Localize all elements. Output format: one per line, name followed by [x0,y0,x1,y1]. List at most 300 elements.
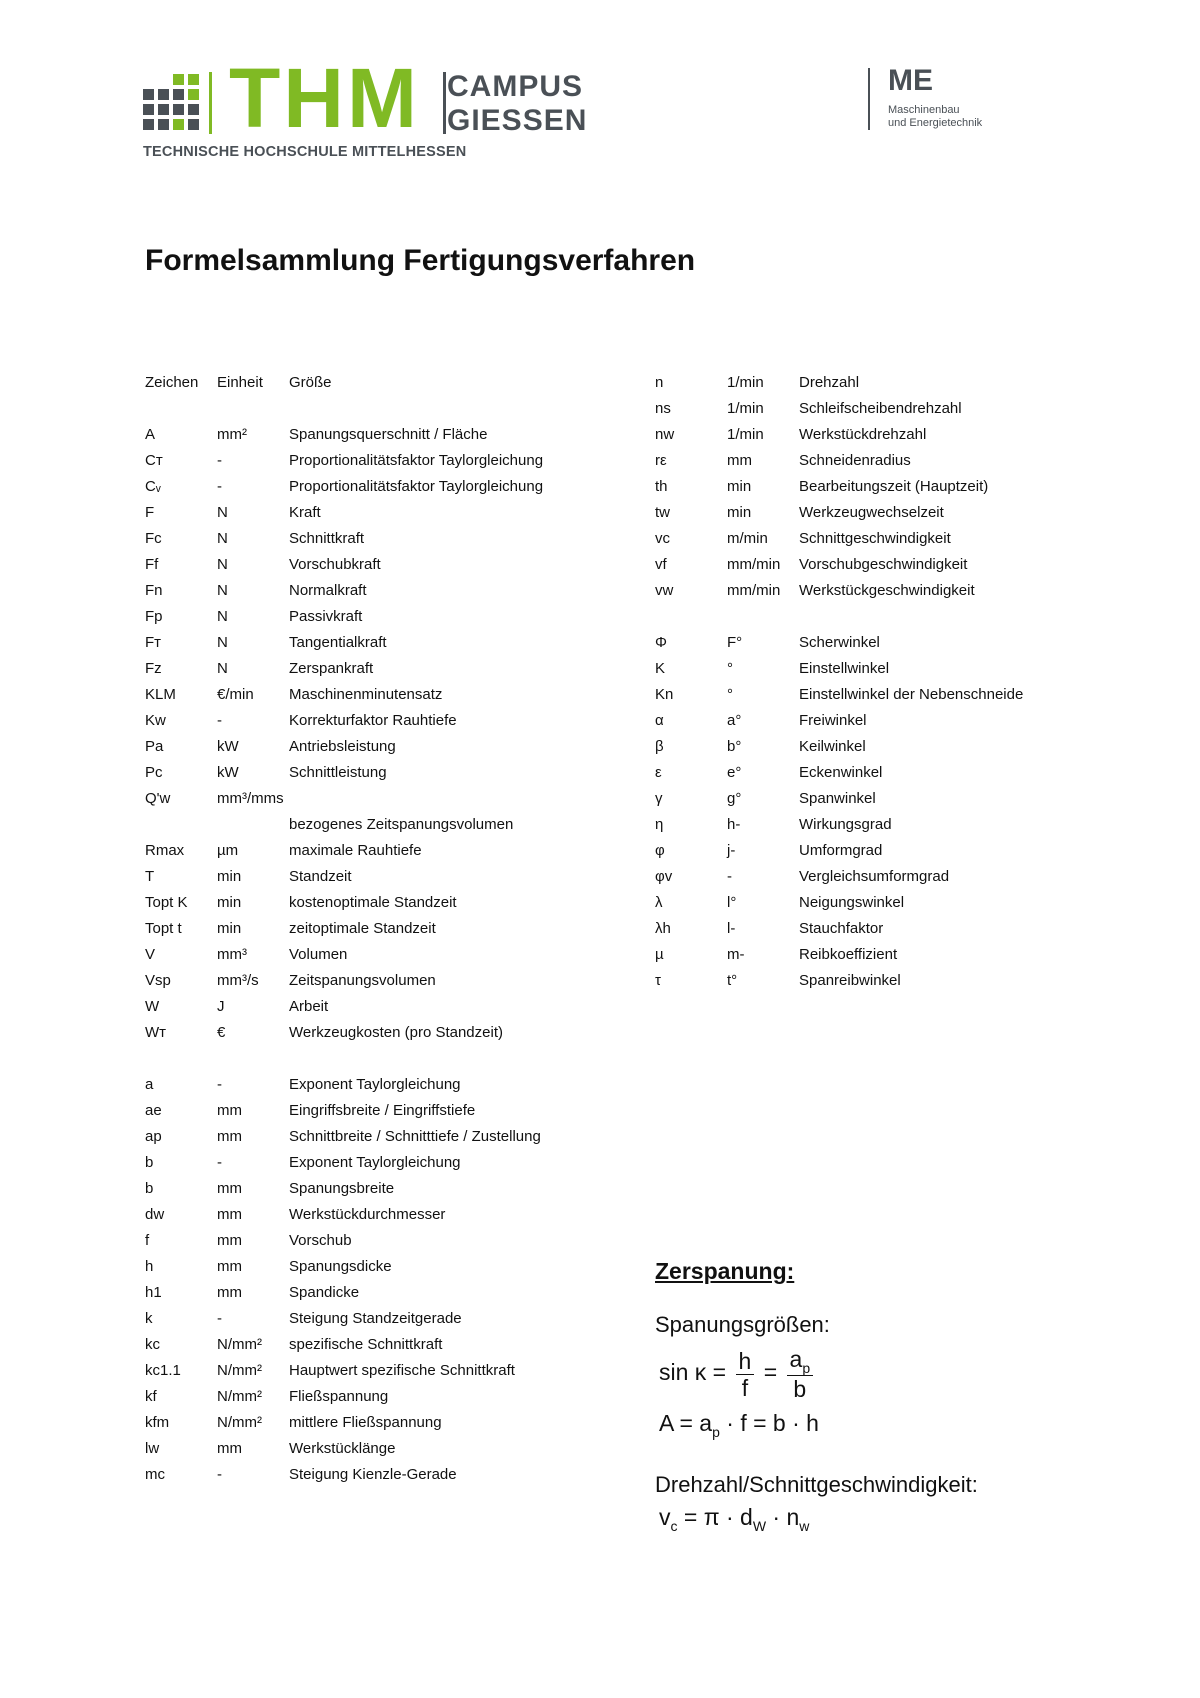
table-row [145,370,625,396]
cell-quantity: Vorschub [289,1232,352,1249]
cell-unit: ° [727,686,733,703]
cell-symbol: λ [655,894,663,911]
table-row [145,942,625,968]
cell-symbol: ae [145,1102,162,1119]
table-row [655,630,1135,656]
fraction-denominator: b [793,1376,807,1402]
logo-dot [188,89,199,100]
logo-divider [443,72,446,134]
cell-quantity: Werkstückdurchmesser [289,1206,446,1223]
table-row [145,994,625,1020]
cell-unit: N [217,660,228,677]
cell-unit: l° [727,894,737,911]
table-row [655,682,1135,708]
cell-quantity: Schnittgeschwindigkeit [799,530,951,547]
cell-unit: - [217,1466,222,1483]
logo-divider [209,72,212,134]
subscript-p: p [712,1424,720,1440]
table-row [145,552,625,578]
table-row [145,1306,625,1332]
cell-symbol: Fn [145,582,163,599]
formula-part: · f = b · h [719,1410,819,1436]
cell-symbol: Κ [655,660,666,677]
table-row [655,370,1135,396]
logo-dot [158,104,169,115]
table-row [655,916,1135,942]
table-row [655,812,1135,838]
fraction-denominator: f [741,1374,749,1401]
table-row [145,500,625,526]
cell-unit: - [217,478,222,495]
table-row [145,526,625,552]
table-row [655,526,1135,552]
cell-quantity: bezogenes Zeitspanungsvolumen [289,816,514,833]
cell-quantity: Normalkraft [289,582,367,599]
cell-symbol: Q'w [145,790,171,807]
cell-quantity: maximale Rauhtiefe [289,842,422,859]
table-row [145,1020,625,1046]
cell-symbol: Kw [145,712,166,729]
cell-quantity: Schnittbreite / Schnitttiefe / Zustellung [289,1128,541,1145]
cell-unit: mm [217,1232,242,1249]
cell-quantity: Scherwinkel [799,634,880,651]
fraction-ap-over-b [787,1346,814,1402]
cell-quantity: Steigung Standzeitgerade [289,1310,462,1327]
cell-unit: mm³ [217,946,247,963]
cell-unit: J [217,998,225,1015]
cell-unit: N [217,582,228,599]
cell-symbol: Φ [655,634,667,651]
cell-unit: mm [217,1440,242,1457]
cell-unit: min [727,504,752,521]
cell-unit: h- [727,816,741,833]
logo-dot [143,104,154,115]
cell-unit: mm/min [727,582,781,599]
cell-unit: N [217,504,228,521]
table-row [145,838,625,864]
table-row [145,1410,625,1436]
cell-quantity: Eingriffsbreite / Eingriffstiefe [289,1102,476,1119]
me-logo [868,64,1048,138]
cell-symbol: a [145,1076,154,1093]
cell-symbol: Wт [145,1024,167,1041]
cell-unit: N [217,556,228,573]
cell-quantity: Exponent Taylorgleichung [289,1154,461,1171]
table-row [145,422,625,448]
cell-symbol: A [145,426,156,443]
table-row [145,890,625,916]
subscript-c: c [670,1518,678,1534]
me-line-1: Maschinenbau [888,104,960,116]
cell-symbol: kfm [145,1414,170,1431]
table-row [145,1436,625,1462]
cell-quantity: Werkstückdrehzahl [799,426,927,443]
cell-symbol: KLM [145,686,176,703]
logo-dot [173,89,184,100]
cell-quantity: Einstellwinkel [799,660,890,677]
cell-unit: m/min [727,530,768,547]
formula-cutting-speed [659,1504,810,1534]
table-row [655,422,1135,448]
cell-quantity: spezifische Schnittkraft [289,1336,443,1353]
cell-unit: mm [217,1180,242,1197]
cell-quantity: Drehzahl [799,374,860,391]
cell-unit: 1/min [727,374,764,391]
subscript-w: w [799,1518,810,1534]
cell-symbol: h [145,1258,154,1275]
table-row [145,786,625,812]
cell-unit: N/mm² [217,1414,262,1431]
logo-divider [868,68,870,130]
logo-dot [158,119,169,130]
table-row [145,656,625,682]
cell-unit: € [217,1024,226,1041]
cell-symbol: ns [655,400,671,417]
cell-quantity: Antriebsleistung [289,738,396,755]
cell-symbol: Fc [145,530,162,547]
cell-symbol: µ [655,946,664,963]
cell-quantity: Volumen [289,946,348,963]
cell-symbol: φv [655,868,673,885]
cell-unit: min [217,920,242,937]
cell-symbol: τ [655,972,661,989]
fraction-numerator: h [736,1348,755,1375]
cell-unit: N/mm² [217,1336,262,1353]
cell-symbol: mc [145,1466,165,1483]
formula-sin-kappa [659,1346,816,1402]
cell-quantity: Kraft [289,504,321,521]
table-row [655,760,1135,786]
cell-unit: mm [217,1258,242,1275]
campus-line-1: CAMPUS [447,70,584,103]
table-row [655,656,1135,682]
cell-quantity: zeitoptimale Standzeit [289,920,436,937]
table-row [145,1072,625,1098]
cell-unit: F° [727,634,743,651]
cell-symbol: vw [655,582,674,599]
cell-unit: kW [217,738,239,755]
cell-symbol: ap [145,1128,162,1145]
table-row [655,864,1135,890]
table-row [655,552,1135,578]
cell-quantity: Steigung Kienzle-Gerade [289,1466,457,1483]
cell-symbol: nw [655,426,675,443]
fraction-h-over-f [736,1348,755,1401]
cell-quantity: Neigungswinkel [799,894,905,911]
formula-lhs: sin κ = [659,1359,727,1386]
cell-symbol: kc [145,1336,160,1353]
cell-unit: ° [727,660,733,677]
table-row [655,500,1135,526]
cell-quantity: Wirkungsgrad [799,816,892,833]
cell-symbol: Zeichen [145,374,199,391]
cell-symbol: Fp [145,608,163,625]
fraction-numerator [787,1346,814,1376]
me-line-2: und Energietechnik [888,117,983,129]
cell-unit: mm² [217,426,247,443]
cell-unit: mm/min [727,556,781,573]
table-row [145,864,625,890]
cell-symbol: W [145,998,160,1015]
symbol-a: a [789,1346,803,1372]
cell-quantity: mittlere Fließspannung [289,1414,442,1431]
cell-unit: a° [727,712,742,729]
cell-quantity: Werkstückgeschwindigkeit [799,582,975,599]
page-title: Formelsammlung Fertigungsverfahren [145,244,696,277]
formula-part: · n [766,1504,800,1530]
cell-quantity: Vorschubgeschwindigkeit [799,556,968,573]
cell-symbol: h1 [145,1284,162,1301]
cell-symbol: n [655,374,664,391]
cell-quantity: Vergleichsumformgrad [799,868,950,885]
cell-symbol: kc1.1 [145,1362,181,1379]
cell-quantity: Werkzeugkosten (pro Standzeit) [289,1024,503,1041]
cell-symbol: b [145,1180,154,1197]
cell-symbol: Vsp [145,972,171,989]
table-row [145,448,625,474]
table-row [145,1176,625,1202]
cell-symbol: T [145,868,155,885]
cell-quantity: Zeitspanungsvolumen [289,972,436,989]
formula-part: v [659,1504,671,1530]
cell-symbol: Cᵥ [145,478,161,495]
thm-logo [143,51,593,170]
cell-symbol: Topt t [145,920,182,937]
subscript-p: p [802,1360,811,1376]
cell-quantity: Werkzeugwechselzeit [799,504,944,521]
cell-quantity: Spandicke [289,1284,360,1301]
cell-unit: min [217,868,242,885]
table-row [145,1280,625,1306]
cell-quantity: Keilwinkel [799,738,866,755]
thm-wordmark: THM [229,51,420,145]
cell-symbol: rε [655,452,667,469]
subheading-drehzahl: Drehzahl/Schnittgeschwindigkeit: [655,1472,978,1497]
cell-quantity: Einstellwinkel der Nebenschneide [799,686,1024,703]
table-row [655,786,1135,812]
cell-quantity: Standzeit [289,868,352,885]
cell-symbol: Fz [145,660,162,677]
table-row [655,396,1135,422]
cell-unit: mm³/mms [217,790,284,807]
table-row [145,1124,625,1150]
table-row [145,1358,625,1384]
cell-symbol: Cт [145,452,163,469]
cell-symbol: ε [655,764,662,781]
cell-symbol: F [145,504,155,521]
table-row [145,1098,625,1124]
cell-unit: kW [217,764,239,781]
logo-dot [188,104,199,115]
logo-dot [188,74,199,85]
cell-quantity: Proportionalitätsfaktor Taylorgleichung [289,478,544,495]
cell-symbol: η [655,816,664,833]
cell-quantity: Spanungsbreite [289,1180,395,1197]
logo-dot [143,89,154,100]
logo-dot [173,74,184,85]
cell-symbol: th [655,478,668,495]
table-row [655,604,1135,630]
logo-dot [173,104,184,115]
table-row [655,578,1135,604]
cell-unit: min [727,478,752,495]
cell-unit: N/mm² [217,1362,262,1379]
campus-line-2: GIESSEN [447,104,588,137]
table-row [145,474,625,500]
cell-unit: N [217,608,228,625]
cell-symbol: tw [655,504,670,521]
formula-area [659,1410,819,1440]
cell-unit: - [217,712,222,729]
table-row [145,760,625,786]
table-row [145,968,625,994]
me-wordmark: ME [888,64,933,97]
cell-symbol: Topt K [145,894,188,911]
cell-unit: t° [727,972,738,989]
table-row [145,1046,625,1072]
table-row [145,1384,625,1410]
cell-symbol: φ [655,842,665,859]
cell-quantity: Freiwinkel [799,712,867,729]
cell-unit: mm [217,1128,242,1145]
cell-symbol: b [145,1154,154,1171]
cell-quantity: Spanungsquerschnitt / Fläche [289,426,488,443]
formula-part: A = a [659,1410,713,1436]
cell-quantity: Spanwinkel [799,790,876,807]
cell-unit: mm [217,1284,242,1301]
cell-unit: e° [727,764,742,781]
cell-quantity: Spanungsdicke [289,1258,392,1275]
cell-quantity: Vorschubkraft [289,556,381,573]
cell-unit: €/min [217,686,254,703]
cell-symbol: V [145,946,156,963]
cell-unit: - [217,1076,222,1093]
cell-unit: m- [727,946,745,963]
table-row [145,396,625,422]
logo-dot [173,119,184,130]
thm-subline: TECHNISCHE HOCHSCHULE MITTELHESSEN [143,144,467,160]
table-row [655,734,1135,760]
cell-quantity: Schneidenradius [799,452,911,469]
cell-quantity: Exponent Taylorgleichung [289,1076,461,1093]
cell-unit: mm³/s [217,972,259,989]
table-row [145,604,625,630]
cell-unit: mm [217,1206,242,1223]
cell-quantity: Schnittleistung [289,764,387,781]
cell-unit: - [727,868,732,885]
cell-quantity: Werkstücklänge [289,1440,396,1457]
cell-symbol: lw [145,1440,160,1457]
cell-quantity: Eckenwinkel [799,764,883,781]
cell-quantity: Fließspannung [289,1388,389,1405]
cell-quantity: Spanreibwinkel [799,972,901,989]
table-row [655,890,1135,916]
table-row [145,1332,625,1358]
table-row [655,838,1135,864]
cell-quantity: Hauptwert spezifische Schnittkraft [289,1362,515,1379]
cell-symbol: kf [145,1388,157,1405]
table-row [655,708,1135,734]
cell-quantity: Schnittkraft [289,530,365,547]
cell-quantity: Stauchfaktor [799,920,884,937]
cell-quantity: Umformgrad [799,842,883,859]
cell-quantity: Zerspankraft [289,660,374,677]
table-row [655,942,1135,968]
table-row [145,1150,625,1176]
cell-quantity: Passivkraft [289,608,363,625]
cell-unit: mm [727,452,752,469]
cell-symbol: vf [655,556,667,573]
table-row [145,682,625,708]
table-row [145,1462,625,1488]
table-row [145,916,625,942]
cell-symbol: Ff [145,556,159,573]
cell-quantity: Arbeit [289,998,329,1015]
equals-sign: = [763,1359,778,1386]
cell-unit: N/mm² [217,1388,262,1405]
cell-unit: - [217,1310,222,1327]
cell-unit: g° [727,790,742,807]
cell-unit: µm [217,842,239,859]
cell-unit: N [217,634,228,651]
cell-symbol: Pa [145,738,164,755]
cell-unit: Einheit [217,374,263,391]
cell-symbol: f [145,1232,150,1249]
cell-quantity: Reibkoeffizient [799,946,898,963]
subheading-spanungsgroessen: Spanungsgrößen: [655,1312,830,1337]
table-row [145,1202,625,1228]
table-row [145,1228,625,1254]
cell-quantity: Proportionalitätsfaktor Taylorgleichung [289,452,544,469]
cell-symbol: γ [655,790,663,807]
table-row [655,448,1135,474]
cell-quantity: kostenoptimale Standzeit [289,894,457,911]
cell-unit: min [217,894,242,911]
cell-quantity: Tangentialkraft [289,634,387,651]
cell-symbol: dw [145,1206,165,1223]
cell-symbol: Fт [145,634,162,651]
logo-dot [143,119,154,130]
cell-symbol: Rmax [145,842,185,859]
cell-symbol: λh [655,920,671,937]
table-row [655,968,1135,994]
cell-unit: mm [217,1102,242,1119]
cell-unit: l- [727,920,736,937]
cell-quantity: Bearbeitungszeit (Hauptzeit) [799,478,989,495]
table-row [145,1254,625,1280]
cell-unit: - [217,452,222,469]
cell-quantity: Größe [289,374,332,391]
cell-quantity: Korrekturfaktor Rauhtiefe [289,712,457,729]
table-row [145,708,625,734]
table-row [145,578,625,604]
cell-unit: 1/min [727,400,764,417]
logo-dot [158,89,169,100]
table-row [145,734,625,760]
cell-unit: b° [727,738,742,755]
section-heading-zerspanung: Zerspanung: [655,1258,795,1284]
cell-unit: j- [727,842,736,859]
formula-part: = π · d [677,1504,753,1530]
cell-unit: - [217,1154,222,1171]
cell-symbol: β [655,738,664,755]
cell-symbol: vc [655,530,670,547]
cell-unit: 1/min [727,426,764,443]
cell-symbol: Pc [145,764,163,781]
cell-symbol: k [145,1310,153,1327]
logo-dot [188,119,199,130]
table-row [145,630,625,656]
